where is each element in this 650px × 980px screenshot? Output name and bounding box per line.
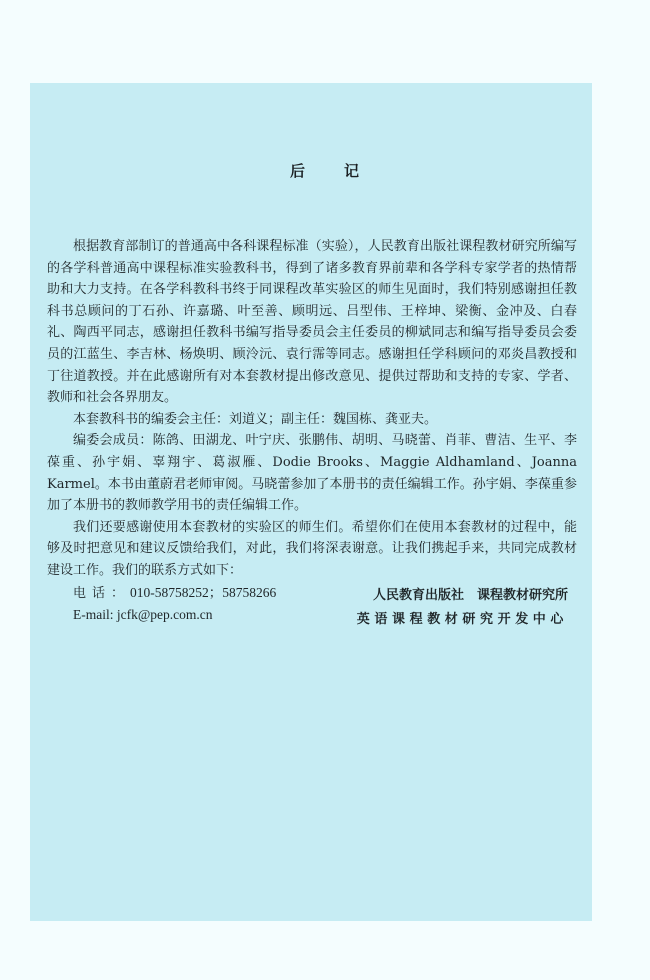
page-title xyxy=(0,160,650,181)
paragraph-editorial-board-chairs: 本套教科书的编委会主任：刘道义；副主任：魏国栋、龚亚夫。 xyxy=(73,411,438,427)
title-char-1: 后 xyxy=(289,162,306,181)
paragraph-thanks-to-users: 我们还要感谢使用本套教材的实验区的师生们。希望你们在使用本套教材的过程中，能够及时把意见和建议反馈给我们，对此，我们将深表谢意。让我们携起手来，共同完成教材建设工作。我们的联系方式如下： xyxy=(47,519,577,578)
paragraph-acknowledgements: 根据教育部制订的普通高中各科课程标准（实验），人民教育出版社课程教材研究所编写的各学科普通高中课程标准实验教科书，得到了诸多教育界前辈和各学科专家学者的热情帮助和大力支持。在各学科教科书终于同课程改革实验区的师生见面时，我们特别感谢担任教科书总顾问的丁石孙、许嘉璐、叶至善、顾明远、吕型伟、王梓坤、梁衡、金冲及、白春礼、陶西平同志，感谢担任教科书编写指导委员会主任委员的柳斌同志和编写指导委员会委员的江蓝生、李吉林、杨焕明、顾泠沅、袁行霈等同志。感谢担任学科顾问的邓炎昌教授和丁往道教授。并在此感谢所有对本套教材提出修改意见、提供过帮助和支持的专家、学者、教师和社会各界朋友。 xyxy=(47,239,577,406)
phone-label: 电话： xyxy=(73,585,131,601)
signature-line-center: 英语课程教材研究开发中心 xyxy=(356,612,568,627)
phone-value: 010-58758252；58758266 xyxy=(130,584,277,600)
publisher-signature xyxy=(0,584,568,632)
afterword-body xyxy=(47,236,577,627)
signature-line-publisher: 人民教育出版社 课程教材研究所 xyxy=(372,588,568,603)
paragraph-editorial-board-members: 编委会成员：陈鸽、田湖龙、叶宁庆、张鹏伟、胡明、马晓蕾、肖菲、曹洁、生平、李葆重、孙宇娟、辜翔宇、葛淑雁、Dodie Brooks、Maggie Aldhamland、Joanna Karmel。本书由董蔚君老师审阅。马晓蕾参加了本册书的责任编辑工作。孙宇娟、李葆重参加了本册书的教师教学用书的责任编辑工作。 xyxy=(47,433,577,514)
title-char-2: 记 xyxy=(344,162,361,181)
email-value[interactable]: jcfk@pep.com.cn xyxy=(116,607,213,623)
email-label: E-mail: xyxy=(73,607,117,623)
